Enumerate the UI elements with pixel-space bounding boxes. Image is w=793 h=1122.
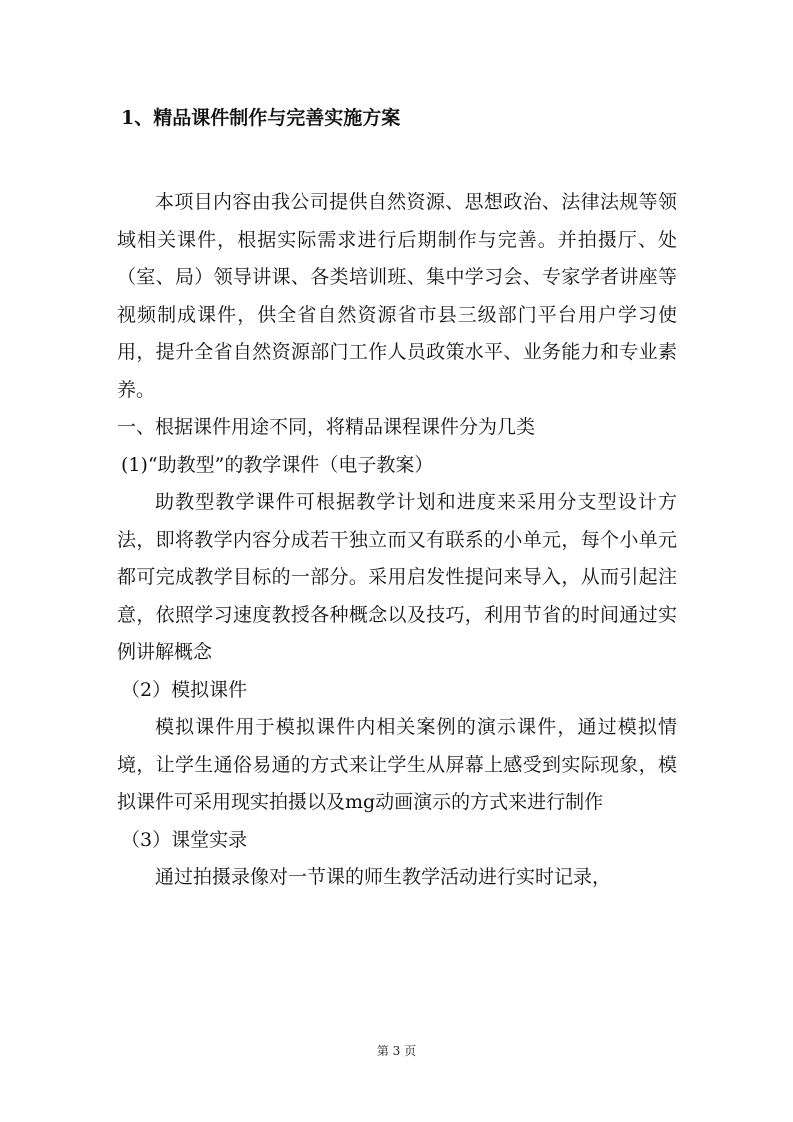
item-2-title: （2）模拟课件 [121,678,248,701]
item-1-paragraph: 助教型教学课件可根据教学计划和进度来采用分支型设计方法，即将教学内容分成若干独立而又有联系的小单元，每个小单元都可完成教学目标的一部分。采用启发性提问来导入，从而引起注意，依照学习速度教授各种概念以及技巧，利用节省的时间通过实例讲解概念 [117,491,677,663]
item-1-title: (1)“助教型”的教学课件（电子教案） [121,453,434,476]
page-number: 第 3 页 [376,1044,417,1058]
document-heading: 1、精品课件制作与完善实施方案 [121,107,401,129]
item-2-paragraph: 模拟课件用于模拟课件内相关案例的演示课件，通过模拟情境，让学生通俗易通的方式来让学生从屏幕上感受到实际现象，模拟课件可采用现实拍摄以及mg动画演示的方式来进行制作 [117,716,677,813]
section-title: 一、根据课件用途不同，将精品课程课件分为几类 [117,416,536,438]
item-3-paragraph: 通过拍摄录像对一节课的师生教学活动进行实时记录， [155,866,612,888]
item-3-title: （3）课堂实录 [121,828,248,851]
intro-paragraph: 本项目内容由我公司提供自然资源、思想政治、法律法规等领域相关课件，根据实际需求进行后期制作与完善。并拍摄厅、处（室、局）领导讲课、各类培训班、集中学习会、专家学者讲座等视频制成课件，供全省自然资源省市县三级部门平台用户学习使用，提升全省自然资源部门工作人员政策水平、业务能力和专业素养。 [117,191,677,401]
document-body [117,184,677,897]
